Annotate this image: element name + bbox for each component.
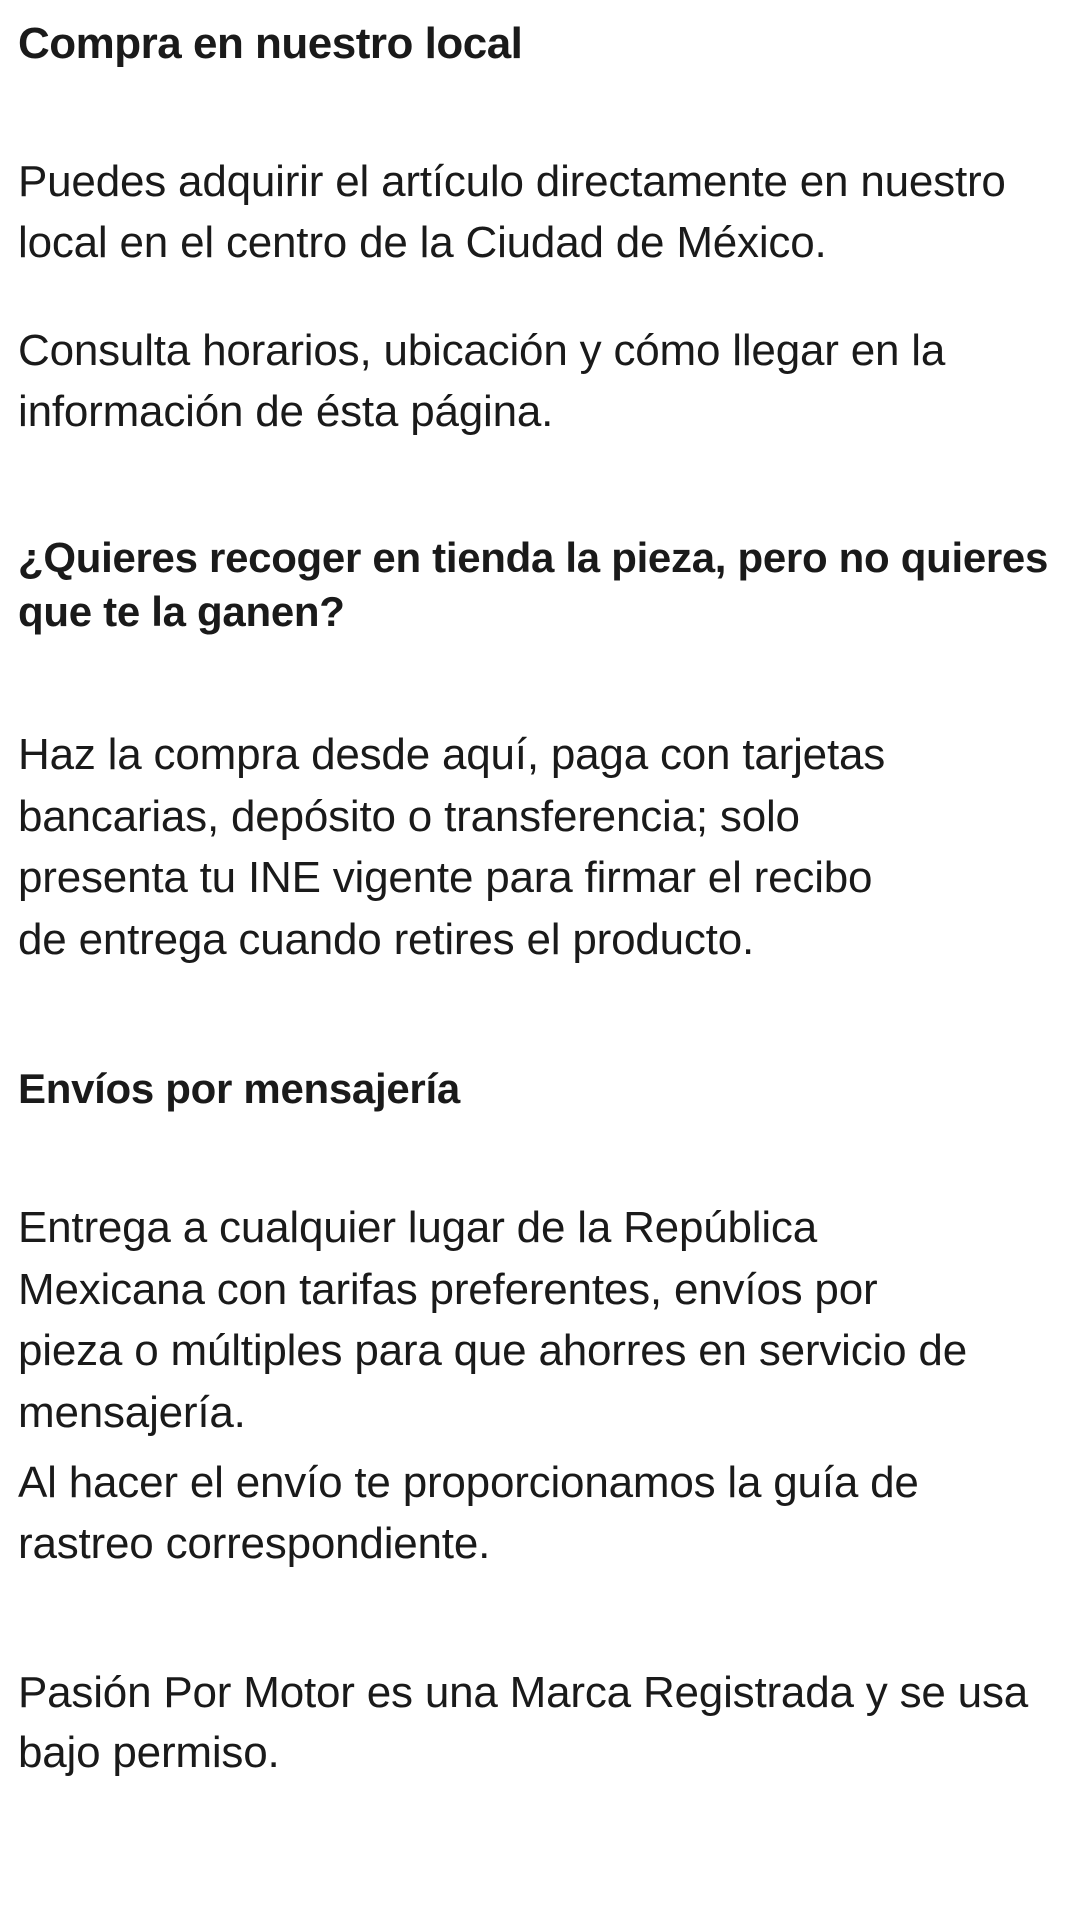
shipping-tracking-paragraph: Al hacer el envío te proporcionamos la guía de rastreo correspondiente. xyxy=(18,1458,919,1569)
shipping-heading: Envíos por mensajería xyxy=(18,1065,460,1113)
shipping-paragraph: Entrega a cualquier lugar de la República Mexicana con tarifas preferentes, envíos por pieza o múltiples para que ahorres en servicio de mensajería. xyxy=(18,1202,967,1437)
consulta-paragraph: Consulta horarios, ubicación y cómo llegar en la información de ésta página. xyxy=(18,326,946,437)
pickup-question-heading: ¿Quieres recoger en tienda la pieza, pero no quieres que te la ganen? xyxy=(18,533,1049,636)
intro-paragraph: Puedes adquirir el artículo directamente en nuestro local en el centro de la Ciudad de México. xyxy=(18,156,1006,267)
pickup-answer-paragraph: Haz la compra desde aquí, paga con tarjetas bancarias, depósito o transferencia; solo presenta tu INE vigente para firmar el recibo de entrega cuando retires el producto. xyxy=(18,729,886,964)
page-title: Compra en nuestro local xyxy=(18,19,523,68)
trademark-notice: Pasión Por Motor es una Marca Registrada y se usa bajo permiso. xyxy=(18,1667,1029,1778)
